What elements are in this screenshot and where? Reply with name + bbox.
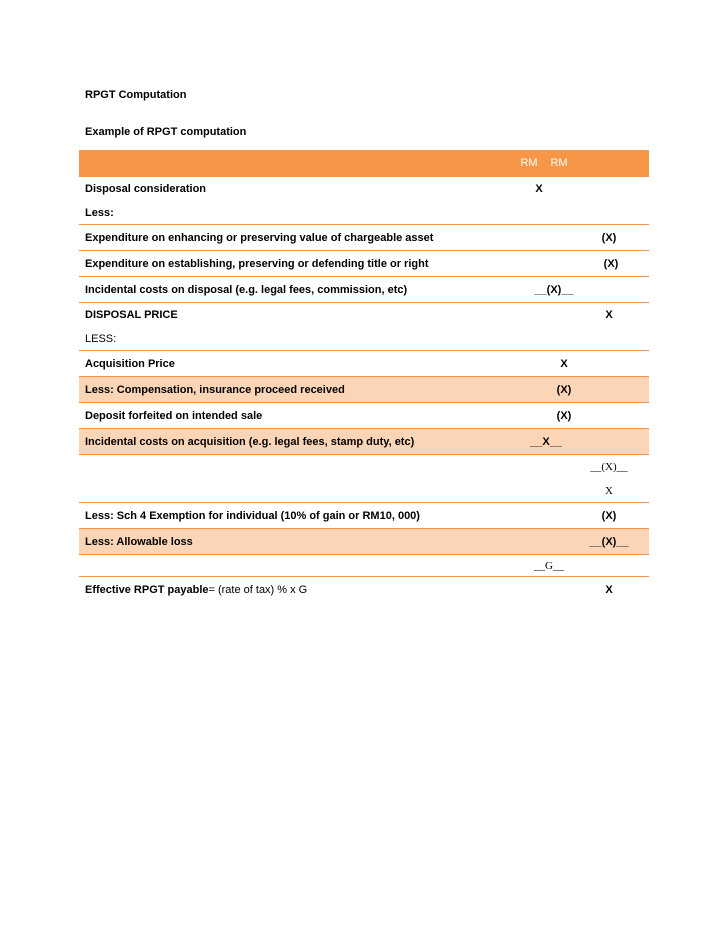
row-label: Expenditure on enhancing or preserving value of chargeable asset [85, 231, 434, 244]
row-col2: (X) [603, 257, 619, 270]
row-col1: __(X)__ [534, 283, 574, 296]
row-col1: X [560, 357, 568, 370]
row-label: Less: [85, 206, 114, 219]
table-row [79, 251, 649, 277]
row-label [85, 577, 307, 603]
row-col2: __(X)__ [590, 460, 628, 473]
header-rm-col2: RM [550, 157, 568, 169]
row-col1: (X) [556, 409, 572, 422]
row-label: Less: Allowable loss [85, 535, 193, 548]
row-label: DISPOSAL PRICE [85, 309, 178, 321]
table-row [79, 529, 649, 555]
row-label: Less: Compensation, insurance proceed received [85, 383, 345, 396]
table-header-row [79, 150, 649, 177]
row-col2: __(X)__ [589, 535, 629, 548]
table-row [79, 429, 649, 455]
row-label: Incidental costs on acquisition (e.g. legal fees, stamp duty, etc) [85, 435, 415, 448]
row-col1: X [535, 183, 543, 195]
table-row [79, 277, 649, 303]
rpgt-computation-table [79, 150, 649, 603]
table-row [79, 177, 649, 201]
row-label-rest: = (rate of tax) % x G [208, 584, 308, 596]
table-row [79, 555, 649, 577]
table-row [79, 403, 649, 429]
table-row [79, 201, 649, 225]
table-row [79, 455, 649, 503]
row-col2: (X) [601, 509, 617, 522]
row-label: Deposit forfeited on intended sale [85, 409, 263, 422]
row-col2: X [605, 309, 613, 321]
row-label: Expenditure on establishing, preserving or defending title or right [85, 257, 429, 270]
row-col1: __X__ [530, 435, 562, 448]
table-row [79, 225, 649, 251]
row-col1: __G__ [534, 559, 564, 572]
row-label: Less: Sch 4 Exemption for individual (10% of gain or RM10, 000) [85, 509, 420, 522]
row-label: Acquisition Price [85, 357, 175, 370]
table-row [79, 377, 649, 403]
table-row [79, 503, 649, 529]
row-col1: (X) [556, 383, 572, 396]
row-col2: X [605, 484, 613, 497]
table-row [79, 577, 649, 603]
header-rm-col1: RM [520, 157, 538, 169]
document-title: RPGT Computation [85, 89, 187, 101]
row-label: Incidental costs on disposal (e.g. legal fees, commission, etc) [85, 283, 408, 296]
row-col2: X [605, 584, 613, 596]
table-row [79, 327, 649, 351]
document-subtitle: Example of RPGT computation [85, 126, 247, 138]
table-row [79, 303, 649, 327]
row-col2: (X) [601, 231, 617, 244]
row-label: LESS: [85, 332, 117, 345]
row-label: Disposal consideration [85, 183, 207, 195]
row-label-bold: Effective RPGT payable [85, 584, 209, 596]
table-row [79, 351, 649, 377]
